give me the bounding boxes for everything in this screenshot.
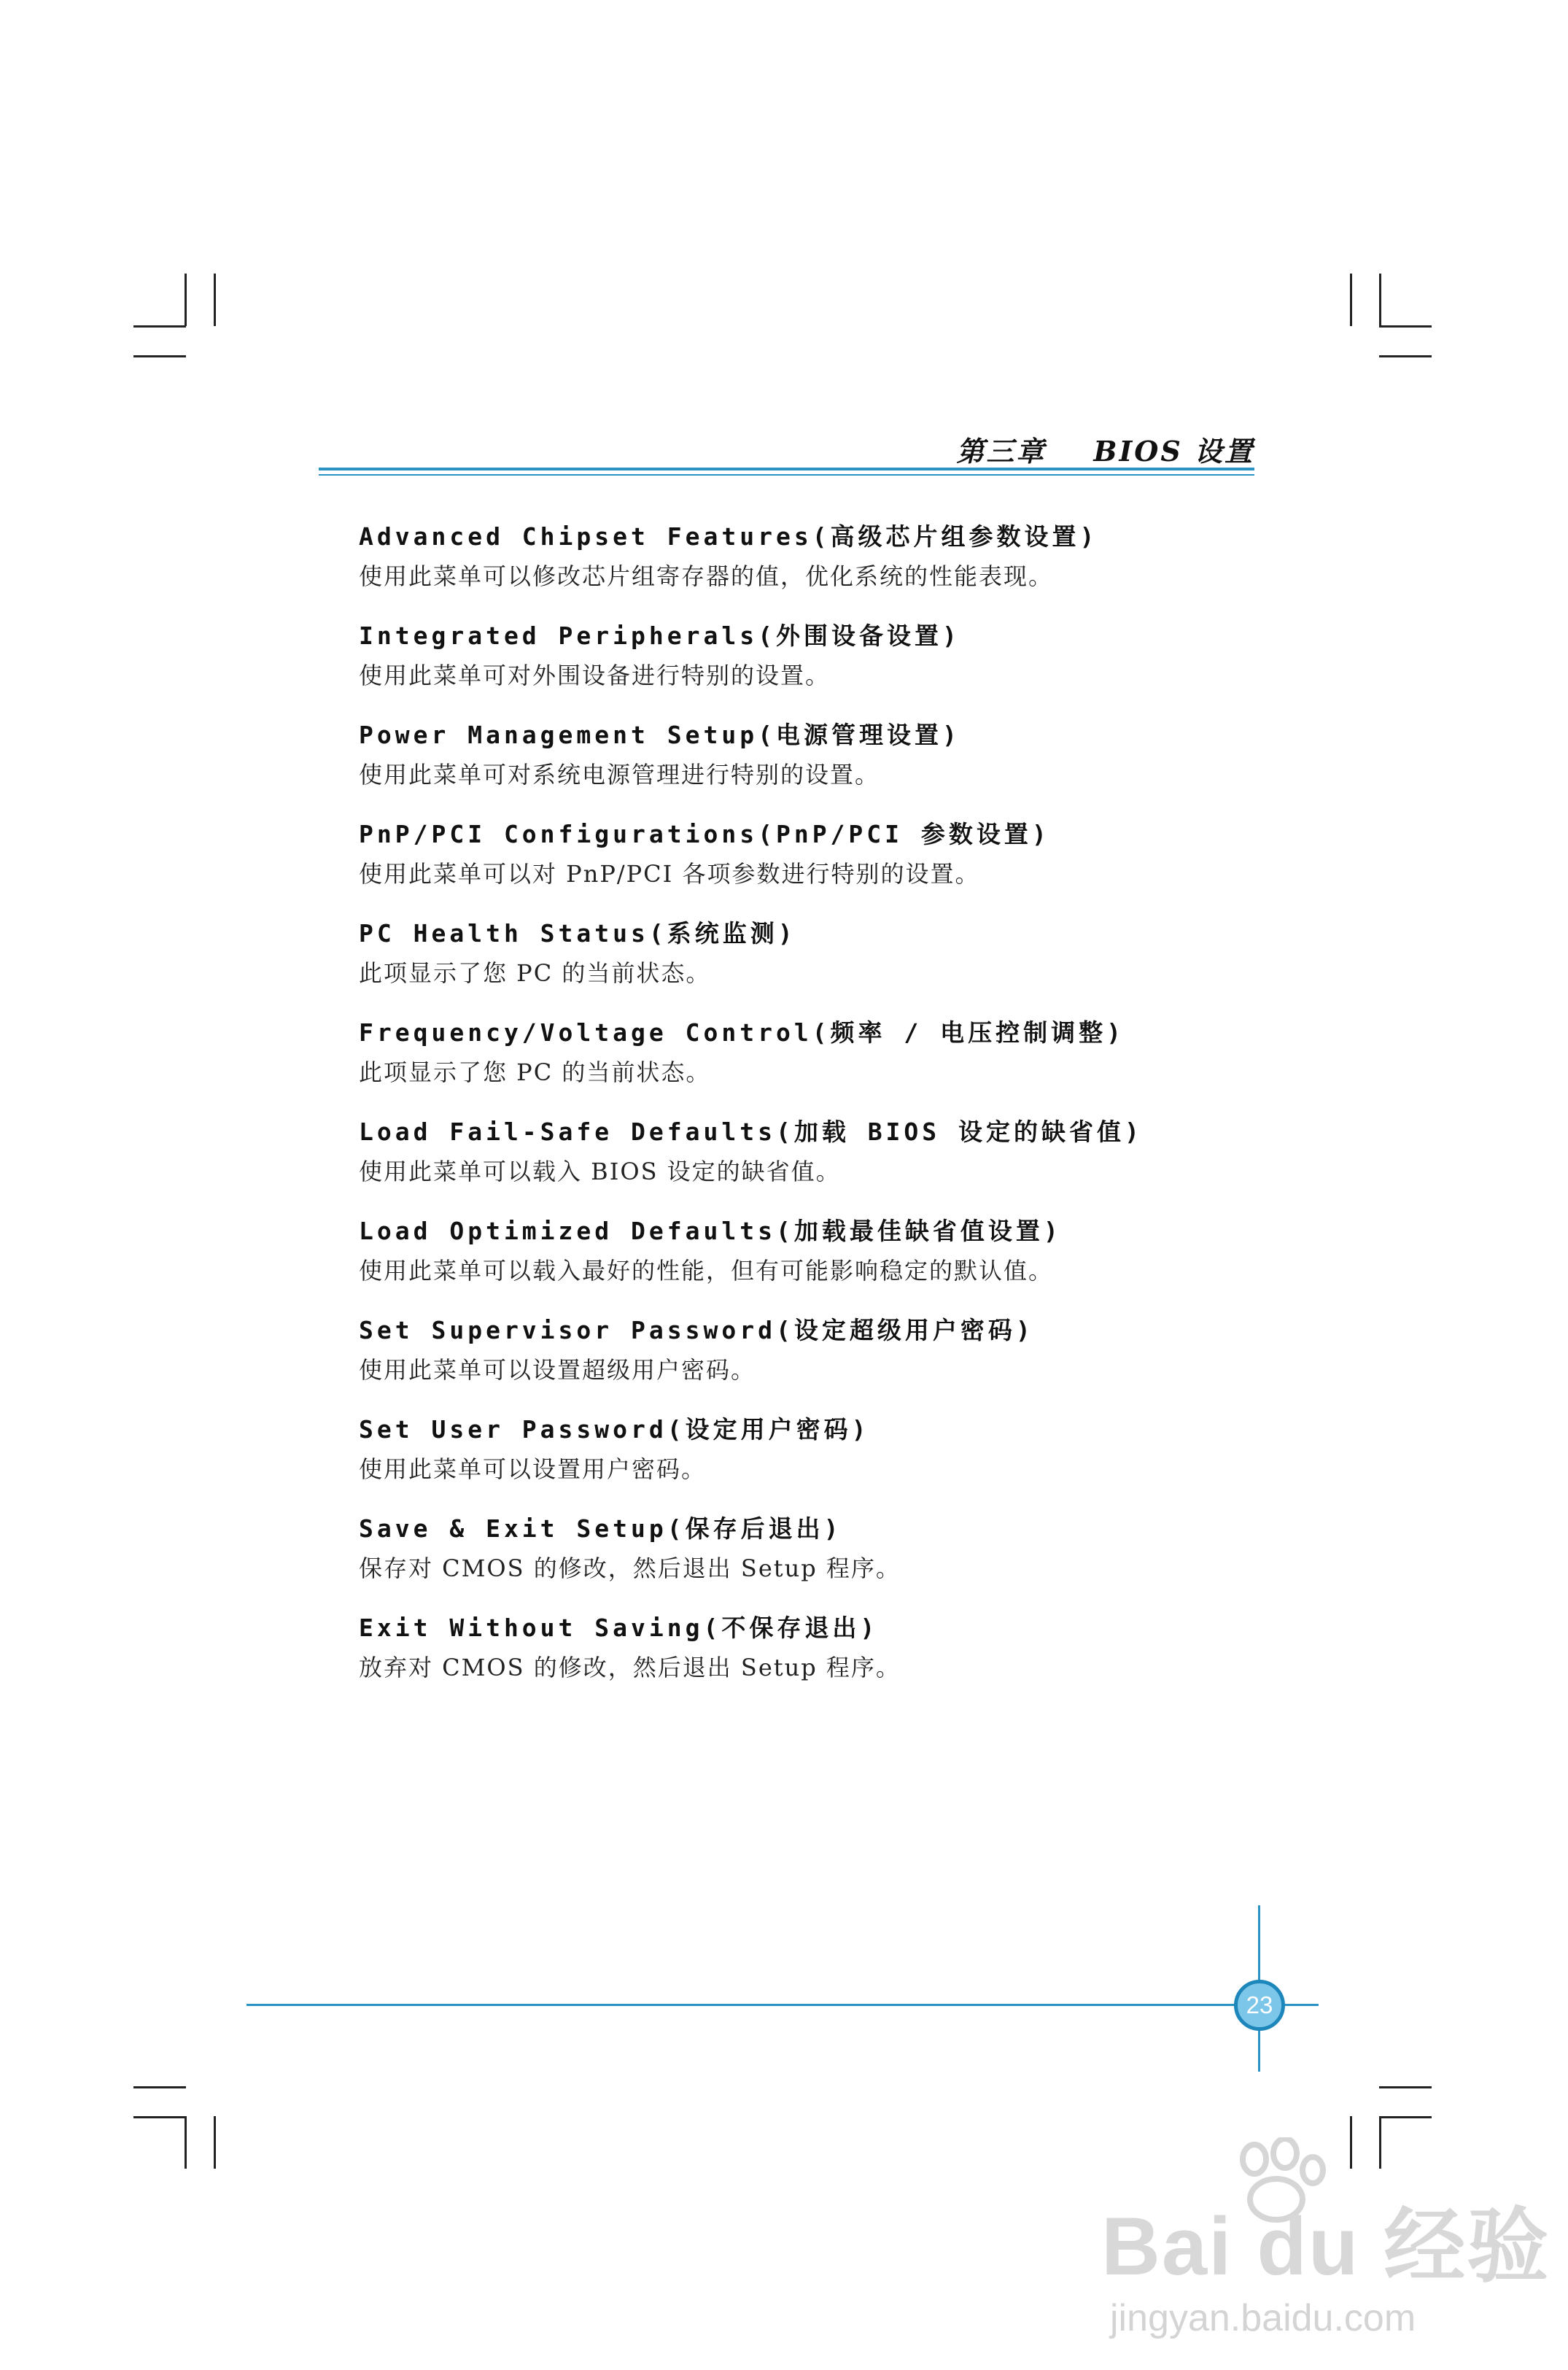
menu-item-title: Set Supervisor Password(设定超级用户密码): [359, 1316, 1034, 1344]
menu-item: [359, 913, 1307, 1012]
menu-item-title: Integrated Peripherals(外围设备设置): [359, 621, 960, 650]
menu-item-title: Save & Exit Setup(保存后退出): [359, 1514, 842, 1543]
menu-item-description: 使用此菜单可以载入最好的性能，但有可能影响稳定的默认值。: [359, 1257, 1054, 1285]
menu-item-title: PC Health Status(系统监测): [359, 919, 796, 948]
crop-mark: [1350, 274, 1352, 326]
watermark: [1094, 2137, 1550, 2349]
menu-item-description: 此项显示了您 PC 的当前状态。: [359, 1058, 711, 1086]
crop-mark: [185, 274, 187, 326]
page-number-badge: [1234, 1980, 1285, 2031]
menu-item-description: 放弃对 CMOS 的修改，然后退出 Setup 程序。: [359, 1654, 901, 1681]
crop-mark: [133, 2086, 186, 2088]
menu-item: [359, 1211, 1307, 1310]
header-rule-thin: [319, 474, 1254, 476]
menu-item: [359, 715, 1307, 814]
menu-item: [359, 616, 1307, 715]
chapter-title: 第三章 BIOS 设置: [956, 435, 1254, 468]
menu-item-title: Frequency/Voltage Control(频率 / 电压控制调整): [359, 1018, 1125, 1047]
crop-mark: [1379, 355, 1432, 357]
header-rule-thick: [319, 468, 1254, 470]
menu-item-description: 使用此菜单可对外围设备进行特别的设置。: [359, 662, 831, 689]
menu-item-description: 此项显示了您 PC 的当前状态。: [359, 959, 711, 987]
page-number: 23: [1246, 1991, 1273, 2018]
menu-item-description: 使用此菜单可以设置用户密码。: [359, 1455, 707, 1483]
menu-item: [359, 1608, 1307, 1707]
menu-item-description: 使用此菜单可以设置超级用户密码。: [359, 1356, 756, 1384]
menu-item-title: Power Management Setup(电源管理设置): [359, 721, 960, 749]
footer-rule: [247, 2004, 1319, 2006]
menu-item-title: PnP/PCI Configurations(PnP/PCI 参数设置): [359, 820, 1050, 848]
menu-item-title: Advanced Chipset Features(高级芯片组参数设置): [359, 522, 1098, 551]
crop-mark: [133, 355, 186, 357]
menu-item-title: Exit Without Saving(不保存退出): [359, 1614, 879, 1642]
menu-item: [359, 814, 1307, 913]
watermark-url: jingyan.baidu.com: [1110, 2297, 1416, 2339]
menu-item-description: 使用此菜单可以载入 BIOS 设定的缺省值。: [359, 1158, 841, 1185]
crop-mark: [1379, 2086, 1432, 2088]
crop-mark: [133, 325, 186, 328]
menu-descriptions: [359, 516, 1307, 1707]
menu-item: [359, 1112, 1307, 1211]
menu-item-description: 保存对 CMOS 的修改，然后退出 Setup 程序。: [359, 1554, 901, 1582]
crop-mark: [1379, 325, 1432, 328]
menu-item: [359, 1509, 1307, 1608]
menu-item: [359, 1310, 1307, 1409]
crop-mark: [1379, 274, 1381, 326]
crop-mark: [1379, 2116, 1432, 2118]
crop-mark: [214, 2116, 216, 2169]
menu-item: [359, 1409, 1307, 1509]
menu-item-title: Load Optimized Defaults(加载最佳缺省值设置): [359, 1217, 1062, 1245]
crop-mark: [185, 2116, 187, 2169]
crop-mark: [133, 2116, 186, 2118]
menu-item-title: Set User Password(设定用户密码): [359, 1415, 870, 1444]
menu-item-description: 使用此菜单可对系统电源管理进行特别的设置。: [359, 761, 880, 789]
menu-item-description: 使用此菜单可以对 PnP/PCI 各项参数进行特别的设置。: [359, 860, 980, 888]
crop-mark: [214, 274, 216, 326]
watermark-logo: Bai du 经验: [1101, 2201, 1550, 2292]
menu-item-title: Load Fail-Safe Defaults(加载 BIOS 设定的缺省值): [359, 1118, 1143, 1146]
menu-item-description: 使用此菜单可以修改芯片组寄存器的值，优化系统的性能表现。: [359, 562, 1054, 590]
menu-item: [359, 1012, 1307, 1112]
menu-item: [359, 516, 1307, 616]
